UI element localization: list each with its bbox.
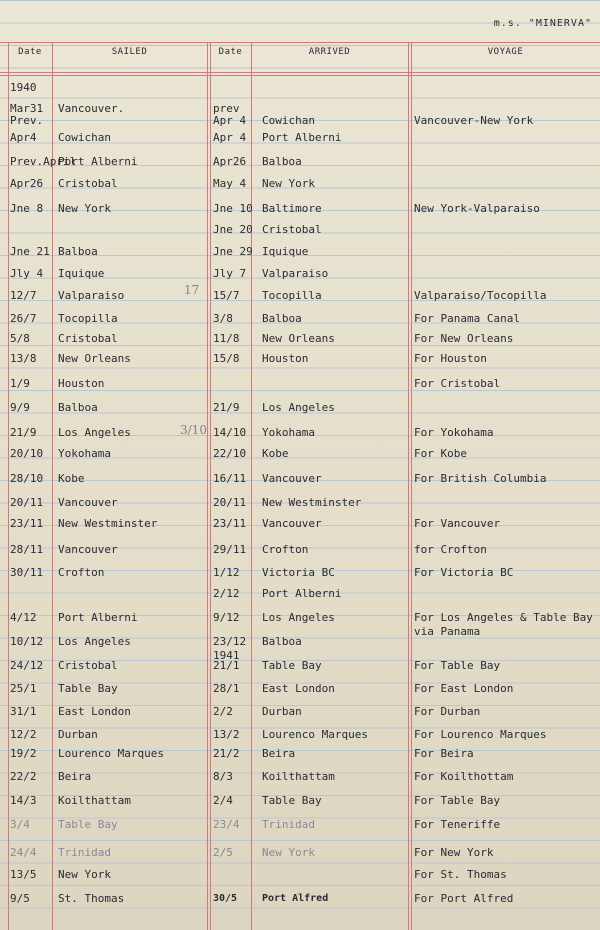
sailed-date: 20/11	[10, 496, 44, 509]
sailed-port: Vancouver.	[58, 102, 125, 115]
sailed-date: 22/2	[10, 770, 37, 783]
sailed-port: Vancouver	[58, 543, 118, 556]
sailed-port: Koilthattam	[58, 794, 131, 807]
header-voyage: VOYAGE	[487, 47, 524, 57]
sailed-port: East London	[58, 705, 131, 718]
sailed-date: 21/9	[10, 426, 37, 439]
sailed-date: 26/7	[10, 312, 37, 325]
sailed-date: Prev.April	[10, 155, 77, 168]
header-bottom-rule	[0, 72, 600, 73]
arrived-port: East London	[262, 682, 335, 695]
voyage-note: For Kobe	[414, 447, 467, 460]
voyage-note: For Yokohama	[414, 426, 494, 439]
arrived-port: New Westminster	[262, 496, 362, 509]
sailed-port: Vancouver	[58, 496, 118, 509]
arrived-date: 3/8	[213, 312, 233, 325]
arrived-date: 21/9	[213, 401, 240, 414]
col-divider-2	[207, 42, 208, 930]
voyage-note: For New York	[414, 846, 494, 859]
sailed-date: Prev.	[10, 114, 44, 127]
sailed-date: 20/10	[10, 447, 44, 460]
arrived-port: New York	[262, 177, 315, 190]
voyage-note: For Panama Canal	[414, 312, 520, 325]
arrived-date: Apr26	[213, 155, 247, 168]
arrived-date: Jne 20	[213, 223, 253, 236]
arrived-port: Los Angeles	[262, 401, 335, 414]
arrived-port: Cowichan	[262, 114, 315, 127]
header-date-arrived: Date	[218, 47, 243, 57]
arrived-date: Jly 7	[213, 267, 247, 280]
sailed-date: Jne 21	[10, 245, 50, 258]
sailed-date: Jne 8	[10, 202, 44, 215]
sailed-date: 4/12	[10, 611, 37, 624]
arrived-port: Port Alberni	[262, 587, 342, 600]
sailed-date: 28/10	[10, 472, 44, 485]
arrived-port: New Orleans	[262, 332, 335, 345]
sailed-port: Trinidad	[58, 846, 111, 859]
sailed-date: 13/5	[10, 868, 37, 881]
arrived-date: Apr 4	[213, 131, 247, 144]
sailed-port: Lourenco Marques	[58, 747, 164, 760]
voyage-note: For New Orleans	[414, 332, 514, 345]
sailed-date: 28/11	[10, 543, 44, 556]
arrived-date: 22/10	[213, 447, 247, 460]
arrived-port: Port Alfred	[262, 893, 329, 904]
voyage-note: For Lourenco Marques	[414, 728, 547, 741]
arrived-date: 9/12	[213, 611, 240, 624]
sailed-port: Cristobal	[58, 177, 118, 190]
sailed-date: 5/8	[10, 332, 30, 345]
voyage-note: For Koilthottam	[414, 770, 514, 783]
arrived-date: Apr 4	[213, 114, 247, 127]
sailed-port: Cowichan	[58, 131, 111, 144]
sailed-port: New Orleans	[58, 352, 131, 365]
arrived-date: 14/10	[213, 426, 247, 439]
sailed-date: 30/11	[10, 566, 44, 579]
arrived-port: Trinidad	[262, 818, 315, 831]
arrived-port: Balboa	[262, 635, 302, 648]
arrived-date: 2/4	[213, 794, 233, 807]
arrived-port: Los Angeles	[262, 611, 335, 624]
arrived-date: 8/3	[213, 770, 233, 783]
sailed-port: Iquique	[58, 267, 105, 280]
sailed-date: 1/9	[10, 377, 30, 390]
arrived-port: Valparaiso	[262, 267, 329, 280]
arrived-port: Iquique	[262, 245, 309, 258]
sailed-port: Los Angeles	[58, 426, 131, 439]
sailed-port: Beira	[58, 770, 92, 783]
sailed-port: St. Thomas	[58, 892, 125, 905]
sailed-date: 19/2	[10, 747, 37, 760]
sailed-port: Port Alberni	[58, 155, 138, 168]
sailed-date: 9/5	[10, 892, 30, 905]
voyage-note: New York-Valparaiso	[414, 202, 540, 215]
sailed-date: 13/8	[10, 352, 37, 365]
voyage-note: For East London	[414, 682, 514, 695]
arrived-date: 29/11	[213, 543, 247, 556]
sailed-date: 12/7	[10, 289, 37, 302]
arrived-date: 23/4	[213, 818, 240, 831]
voyage-note: For Los Angeles & Table Bay	[414, 611, 593, 624]
arrived-date: 15/8	[213, 352, 240, 365]
voyage-note: For Table Bay	[414, 794, 501, 807]
arrived-port: Durban	[262, 705, 302, 718]
margin-mark: 17	[184, 283, 200, 297]
voyage-note: For Houston	[414, 352, 487, 365]
sailed-date: 12/2	[10, 728, 37, 741]
sailed-port: New York	[58, 868, 111, 881]
sailed-date: 14/3	[10, 794, 37, 807]
header-bottom-rule-2	[0, 75, 600, 76]
voyage-note: For British Columbia	[414, 472, 547, 485]
arrived-port: Tocopilla	[262, 289, 322, 302]
voyage-note: for Crofton	[414, 543, 487, 556]
voyage-note: For Victoria BC	[414, 566, 514, 579]
arrived-port: Houston	[262, 352, 309, 365]
arrived-port: Beira	[262, 747, 296, 760]
arrived-date: 13/2	[213, 728, 240, 741]
arrived-port: Lourenco Marques	[262, 728, 368, 741]
voyage-note: For St. Thomas	[414, 868, 507, 881]
col-divider-4	[408, 42, 409, 930]
voyage-note: For Vancouver	[414, 517, 501, 530]
arrived-port: Port Alberni	[262, 131, 342, 144]
arrived-date: May 4	[213, 177, 247, 190]
voyage-note: For Table Bay	[414, 659, 501, 672]
col-divider-3	[251, 42, 252, 930]
sailed-date: 10/12	[10, 635, 44, 648]
voyage-note: Valparaiso/Tocopilla	[414, 289, 547, 302]
sailed-port: Port Alberni	[58, 611, 138, 624]
vessel-title: m.s. "MINERVA"	[493, 18, 592, 29]
sailed-port: Cristobal	[58, 659, 118, 672]
sailed-date: 1940	[10, 81, 37, 94]
arrived-port: Vancouver	[262, 472, 322, 485]
sailed-date: 23/11	[10, 517, 44, 530]
sailed-port: Table Bay	[58, 818, 118, 831]
sailed-port: Table Bay	[58, 682, 118, 695]
arrived-port: Balboa	[262, 155, 302, 168]
arrived-date: 15/7	[213, 289, 240, 302]
sailed-port: Cristobal	[58, 332, 118, 345]
header-top-rule	[0, 42, 600, 43]
arrived-port: Table Bay	[262, 659, 322, 672]
arrived-port: Yokohama	[262, 426, 315, 439]
voyage-note: For Beira	[414, 747, 474, 760]
arrived-port: Victoria BC	[262, 566, 335, 579]
sailed-port: New Westminster	[58, 517, 158, 530]
arrived-date: 28/1	[213, 682, 240, 695]
arrived-date: 21/1	[213, 659, 240, 672]
arrived-port: New York	[262, 846, 315, 859]
sailed-date: Jly 4	[10, 267, 44, 280]
arrived-date: 2/12	[213, 587, 240, 600]
sailed-port: Los Angeles	[58, 635, 131, 648]
sailed-port: Crofton	[58, 566, 105, 579]
arrived-date: 16/11	[213, 472, 247, 485]
sailed-date: 24/12	[10, 659, 44, 672]
sailed-date: 3/4	[10, 818, 30, 831]
arrived-date: Jne 10	[213, 202, 253, 215]
arrived-date: 21/2	[213, 747, 240, 760]
sailed-port: Yokohama	[58, 447, 111, 460]
voyage-note: Vancouver-New York	[414, 114, 534, 127]
arrived-date: 23/11	[213, 517, 247, 530]
sailed-port: Valparaiso	[58, 289, 125, 302]
voyage-note: via Panama	[414, 625, 481, 638]
sailed-date: 25/1	[10, 682, 37, 695]
header-sailed: SAILED	[111, 47, 148, 57]
sailed-port: Houston	[58, 377, 105, 390]
voyage-note: For Cristobal	[414, 377, 501, 390]
sailed-port: Balboa	[58, 401, 98, 414]
sailed-port: Tocopilla	[58, 312, 118, 325]
sailed-date: 24/4	[10, 846, 37, 859]
col-divider-1	[52, 42, 53, 930]
arrived-port: Table Bay	[262, 794, 322, 807]
header-date-sailed: Date	[18, 47, 42, 57]
sailed-date: 31/1	[10, 705, 37, 718]
arrived-date: 23/12	[213, 635, 247, 648]
sailed-date: Mar31	[10, 102, 44, 115]
margin-line	[8, 42, 9, 930]
arrived-port: Vancouver	[262, 517, 322, 530]
sailed-date: Apr26	[10, 177, 44, 190]
arrived-port: Crofton	[262, 543, 309, 556]
sailed-port: Durban	[58, 728, 98, 741]
header-arrived: ARRIVED	[308, 47, 351, 57]
voyage-note: For Durban	[414, 705, 481, 718]
sailed-port: Balboa	[58, 245, 98, 258]
arrived-date: 1941	[213, 649, 240, 662]
arrived-date: 11/8	[213, 332, 240, 345]
arrived-date: 1/12	[213, 566, 240, 579]
arrived-date: prev	[213, 102, 240, 115]
margin-mark: 3/10	[180, 423, 207, 437]
arrived-date: 2/2	[213, 705, 233, 718]
arrived-date: 20/11	[213, 496, 247, 509]
voyage-note: For Port Alfred	[414, 892, 514, 905]
sailed-port: New York	[58, 202, 111, 215]
sailed-port: Kobe	[58, 472, 85, 485]
arrived-port: Balboa	[262, 312, 302, 325]
voyage-note: For Teneriffe	[414, 818, 501, 831]
arrived-port: Baltimore	[262, 202, 322, 215]
arrived-port: Koilthattam	[262, 770, 335, 783]
sailed-date: Apr4	[10, 131, 37, 144]
arrived-date: 30/5	[213, 893, 238, 904]
arrived-date: Jne 29	[213, 245, 253, 258]
arrived-port: Kobe	[262, 447, 289, 460]
arrived-port: Cristobal	[262, 223, 322, 236]
arrived-date: 2/5	[213, 846, 233, 859]
sailed-date: 9/9	[10, 401, 30, 414]
